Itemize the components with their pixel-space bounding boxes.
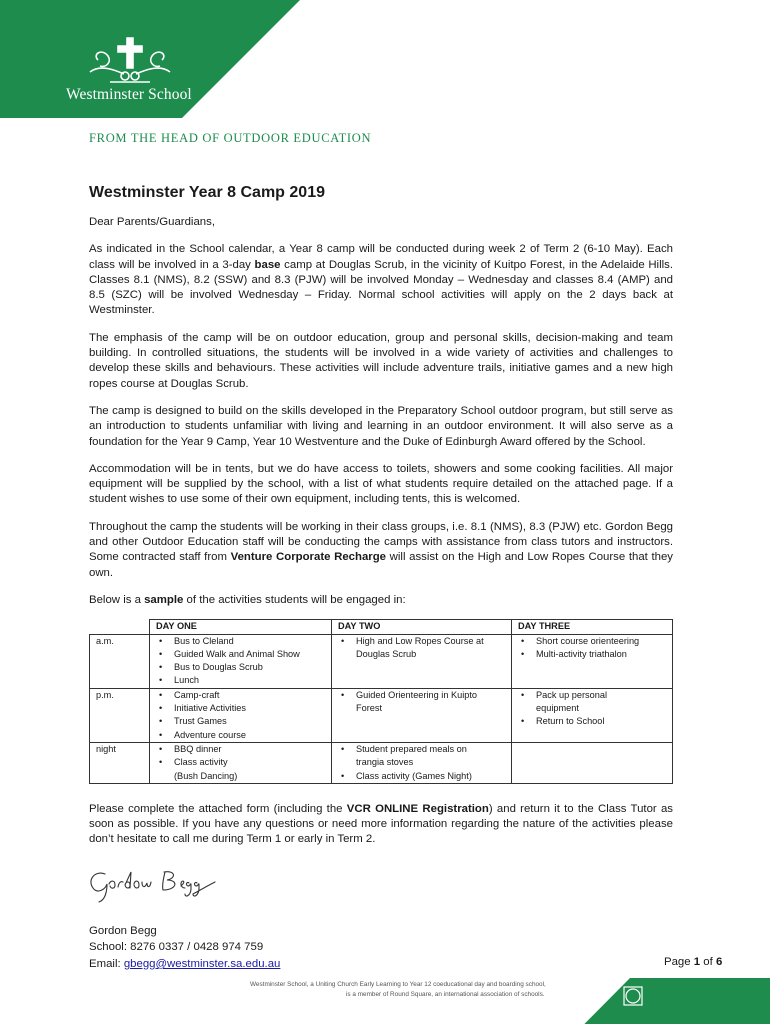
list-item-continuation: Forest — [356, 703, 383, 714]
letter-body — [89, 183, 673, 972]
page-title: Westminster Year 8 Camp 2019 — [89, 184, 325, 201]
school-crest-icon — [80, 36, 180, 86]
signature-block — [89, 923, 673, 973]
table-header: DAY THREE — [512, 620, 673, 634]
list-item: • Lunch — [156, 674, 325, 687]
list-item: • Student prepared meals on — [338, 743, 505, 756]
list-item: • Multi-activity triathalon — [518, 648, 666, 661]
paragraph-6: Below is a sample of the activities students will be engaged in: — [89, 593, 406, 606]
list-item-continuation: (Bush Dancing) — [174, 770, 238, 781]
list-item: • Camp-craft — [156, 689, 325, 702]
activities-table — [89, 619, 673, 784]
table-header: DAY ONE — [150, 620, 332, 634]
paragraph-1: As indicated in the School calendar, a Year 8 camp will be conducted during week 2 of Term 2 (6-10 May). Each class will be involved in a 3-day base camp at Douglas Scrub, in the vicinity of Kuitpo Forest, in the Adelaide Hills. Classes 8.1 (NMS), 8.2 (SSW) and 8.3 (PJW) will be involved Monday – Wednesday and classes 8.4 (AMP) and 8.5 (SZC) will be involved Wednesday – Friday. Normal school activities will apply on the 2 days back at Westminster. — [89, 243, 674, 317]
list-item-continuation: equipment — [536, 703, 579, 714]
list-item: • Bus to Cleland — [156, 635, 325, 648]
paragraph-3: The camp is designed to build on the skills developed in the Preparatory School outdoor program, but still serve as an introduction to students unfamiliar with living and learning in an outdoor environment. It will also serve as a foundation for the Year 9 Camp, Year 10 Westventure and the Duke of Edinburgh Award offered by the School. — [89, 404, 673, 448]
list-item: • Short course orienteering — [518, 635, 666, 648]
list-item-continuation: Douglas Scrub — [356, 648, 417, 659]
footer-text: Westminster School, a Uniting Church Early Learning to Year 12 coeducational day and boarding school, is a member of Round Square, an international association of schools. — [250, 981, 546, 998]
school-name: Westminster School — [66, 86, 192, 103]
list-item: • Guided Walk and Animal Show — [156, 648, 325, 661]
list-item: • Guided Orienteering in Kuipto — [338, 689, 505, 702]
sender-email-row: Email: gbegg@westminster.sa.edu.au — [89, 957, 281, 970]
paragraph-2: The emphasis of the camp will be on outdoor education, group and personal skills, decision-making and team building. In controlled situations, the students will be involved in a wide variety of activities and challenges to develop these skills and behaviours. These activities will include adventure trails, initiative games and a new high ropes course at Douglas Scrub. — [89, 331, 673, 390]
list-item: • Pack up personal — [518, 689, 666, 702]
time-slot: p.m. — [90, 688, 150, 742]
page-number: Page 1 of 6 — [664, 956, 723, 968]
time-slot: night — [90, 742, 150, 783]
list-item: • Class activity — [156, 756, 325, 769]
list-item: • Adventure course — [156, 729, 325, 742]
department-heading: FROM THE HEAD OF OUTDOOR EDUCATION — [89, 131, 372, 145]
list-item: • Trust Games — [156, 715, 325, 728]
signature-image — [85, 866, 225, 906]
list-item-continuation: trangia stoves — [356, 757, 414, 768]
time-slot: a.m. — [90, 634, 150, 688]
table-row — [90, 634, 673, 688]
sender-phone: School: 8276 0337 / 0428 974 759 — [89, 941, 264, 954]
table-header-row — [90, 620, 673, 634]
salutation: Dear Parents/Guardians, — [89, 216, 215, 228]
paragraph-5: Throughout the camp the students will be working in their class groups, i.e. 8.1 (NMS), 8.3 (PJW) etc. Gordon Begg and other Outdoor Education staff will be conducting the camps with assistance from class tutors and instructors. Some contracted staff from Venture Corporate Recharge will assist on the High and Low Ropes Course that they own. — [89, 520, 673, 579]
list-item: • Class activity (Games Night) — [338, 770, 505, 783]
list-item: • Initiative Activities — [156, 702, 325, 715]
sender-name: Gordon Begg — [89, 924, 157, 937]
round-square-logo-icon — [622, 985, 644, 1007]
list-item: • Bus to Douglas Scrub — [156, 661, 325, 674]
list-item: • Return to School — [518, 715, 666, 728]
paragraph-4: Accommodation will be in tents, but we do have access to toilets, showers and some cooking facilities. All major equipment will be supplied by the school, with a list of what students require detailed on the attached page. If a student wishes to use some of their own equipment, including tents, this is welcomed. — [89, 462, 673, 506]
paragraph-7: Please complete the attached form (including the VCR ONLINE Registration) and return it to the Class Tutor as soon as possible. If you have any questions or need more information regarding the nature of the activities please don’t hesitate to call me during Term 1 or early in Term 2. — [89, 802, 673, 846]
table-row — [90, 688, 673, 742]
list-item: • High and Low Ropes Course at — [338, 635, 505, 648]
list-item: • BBQ dinner — [156, 743, 325, 756]
email-link[interactable]: gbegg@westminster.sa.edu.au — [123, 957, 281, 970]
table-row — [90, 742, 673, 783]
table-header: DAY TWO — [332, 620, 512, 634]
